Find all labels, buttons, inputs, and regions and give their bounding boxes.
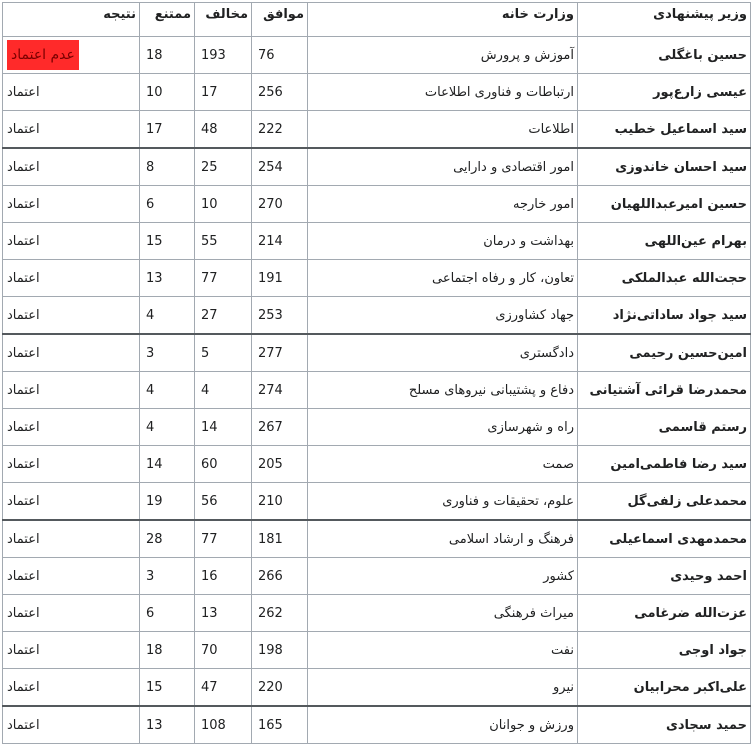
table-row bbox=[3, 334, 751, 372]
result-badge-confidence: اعتماد bbox=[7, 531, 40, 547]
no-votes-cell: 56 bbox=[195, 483, 252, 521]
no-votes-cell: 5 bbox=[195, 334, 252, 372]
no-votes-cell: 70 bbox=[195, 632, 252, 669]
result-cell bbox=[3, 186, 140, 223]
minister-cell: جواد اوجی bbox=[578, 632, 751, 669]
result-cell bbox=[3, 558, 140, 595]
result-cell bbox=[3, 111, 140, 149]
ministry-cell: جهاد کشاورزی bbox=[308, 297, 578, 335]
result-cell bbox=[3, 446, 140, 483]
abstain-votes-cell: 3 bbox=[140, 334, 195, 372]
abstain-votes-cell: 19 bbox=[140, 483, 195, 521]
yes-votes-cell: 262 bbox=[252, 595, 308, 632]
ministry-cell: کشور bbox=[308, 558, 578, 595]
table-row bbox=[3, 706, 751, 744]
no-votes-cell: 55 bbox=[195, 223, 252, 260]
header-result[interactable]: نتیجه bbox=[3, 3, 140, 37]
yes-votes-cell: 191 bbox=[252, 260, 308, 297]
ministry-cell: ارتباطات و فناوری اطلاعات bbox=[308, 74, 578, 111]
result-badge-confidence: اعتماد bbox=[7, 382, 40, 398]
no-votes-cell: 25 bbox=[195, 148, 252, 186]
ministry-cell: اطلاعات bbox=[308, 111, 578, 149]
result-cell bbox=[3, 223, 140, 260]
yes-votes-cell: 220 bbox=[252, 669, 308, 707]
yes-votes-cell: 210 bbox=[252, 483, 308, 521]
no-votes-cell: 193 bbox=[195, 37, 252, 74]
no-votes-cell: 108 bbox=[195, 706, 252, 744]
result-badge-confidence: اعتماد bbox=[7, 307, 40, 323]
abstain-votes-cell: 13 bbox=[140, 260, 195, 297]
no-votes-cell: 16 bbox=[195, 558, 252, 595]
abstain-votes-cell: 17 bbox=[140, 111, 195, 149]
ministry-cell: دفاع و پشتیبانی نیروهای مسلح bbox=[308, 372, 578, 409]
result-badge-confidence: اعتماد bbox=[7, 568, 40, 584]
no-votes-cell: 10 bbox=[195, 186, 252, 223]
table-row bbox=[3, 111, 751, 149]
result-cell bbox=[3, 372, 140, 409]
abstain-votes-cell: 3 bbox=[140, 558, 195, 595]
abstain-votes-cell: 6 bbox=[140, 595, 195, 632]
ministry-cell: نیرو bbox=[308, 669, 578, 707]
abstain-votes-cell: 28 bbox=[140, 520, 195, 558]
result-badge-confidence: اعتماد bbox=[7, 159, 40, 175]
no-votes-cell: 13 bbox=[195, 595, 252, 632]
ministry-cell: فرهنگ و ارشاد اسلامی bbox=[308, 520, 578, 558]
abstain-votes-cell: 18 bbox=[140, 632, 195, 669]
ministry-cell: دادگستری bbox=[308, 334, 578, 372]
yes-votes-cell: 270 bbox=[252, 186, 308, 223]
minister-cell: حمید سجادی bbox=[578, 706, 751, 744]
result-cell bbox=[3, 260, 140, 297]
result-badge-confidence: اعتماد bbox=[7, 196, 40, 212]
no-votes-cell: 4 bbox=[195, 372, 252, 409]
no-votes-cell: 14 bbox=[195, 409, 252, 446]
ministry-cell: امور اقتصادی و دارایی bbox=[308, 148, 578, 186]
table-row bbox=[3, 558, 751, 595]
abstain-votes-cell: 15 bbox=[140, 669, 195, 707]
ministry-cell: آموزش و پرورش bbox=[308, 37, 578, 74]
table-row bbox=[3, 37, 751, 74]
abstain-votes-cell: 14 bbox=[140, 446, 195, 483]
minister-cell: رستم قاسمی bbox=[578, 409, 751, 446]
table-row bbox=[3, 372, 751, 409]
result-cell bbox=[3, 74, 140, 111]
result-badge-confidence: اعتماد bbox=[7, 233, 40, 249]
minister-cell: احمد وحیدی bbox=[578, 558, 751, 595]
result-badge-confidence: اعتماد bbox=[7, 679, 40, 695]
yes-votes-cell: 254 bbox=[252, 148, 308, 186]
result-badge-confidence: اعتماد bbox=[7, 456, 40, 472]
ministry-cell: امور خارجه bbox=[308, 186, 578, 223]
minister-cell: سید رضا فاطمی‌امین bbox=[578, 446, 751, 483]
header-row bbox=[3, 3, 751, 37]
minister-cell: حجت‌الله عبدالملکی bbox=[578, 260, 751, 297]
no-votes-cell: 47 bbox=[195, 669, 252, 707]
minister-cell: محمدرضا قرائی آشتیانی bbox=[578, 372, 751, 409]
yes-votes-cell: 256 bbox=[252, 74, 308, 111]
no-votes-cell: 48 bbox=[195, 111, 252, 149]
result-cell bbox=[3, 632, 140, 669]
table-row bbox=[3, 223, 751, 260]
table-row bbox=[3, 260, 751, 297]
header-abstain[interactable]: ممتنع bbox=[140, 3, 195, 37]
result-badge-confidence: اعتماد bbox=[7, 270, 40, 286]
header-no[interactable]: مخالف bbox=[195, 3, 252, 37]
result-badge-no-confidence: عدم اعتماد bbox=[7, 40, 79, 70]
result-badge-confidence: اعتماد bbox=[7, 121, 40, 137]
ministry-cell: بهداشت و درمان bbox=[308, 223, 578, 260]
vote-results-table-container bbox=[2, 2, 750, 744]
table-row bbox=[3, 74, 751, 111]
yes-votes-cell: 222 bbox=[252, 111, 308, 149]
minister-cell: عیسی زارع‌پور bbox=[578, 74, 751, 111]
result-cell bbox=[3, 669, 140, 707]
table-row bbox=[3, 483, 751, 521]
header-ministry[interactable]: وزارت خانه bbox=[308, 3, 578, 37]
yes-votes-cell: 214 bbox=[252, 223, 308, 260]
yes-votes-cell: 277 bbox=[252, 334, 308, 372]
result-badge-confidence: اعتماد bbox=[7, 84, 40, 100]
ministry-cell: صمت bbox=[308, 446, 578, 483]
result-cell bbox=[3, 520, 140, 558]
minister-cell: امین‌حسین رحیمی bbox=[578, 334, 751, 372]
minister-cell: سید احسان خاندوزی bbox=[578, 148, 751, 186]
minister-cell: محمدعلی زلفی‌گل bbox=[578, 483, 751, 521]
table-row bbox=[3, 520, 751, 558]
minister-cell: بهرام عین‌اللهی bbox=[578, 223, 751, 260]
yes-votes-cell: 76 bbox=[252, 37, 308, 74]
table-row bbox=[3, 297, 751, 335]
yes-votes-cell: 205 bbox=[252, 446, 308, 483]
result-badge-confidence: اعتماد bbox=[7, 642, 40, 658]
table-row bbox=[3, 148, 751, 186]
header-minister[interactable]: وزیر پیشنهادی bbox=[578, 3, 751, 37]
result-cell bbox=[3, 409, 140, 446]
result-cell bbox=[3, 334, 140, 372]
yes-votes-cell: 274 bbox=[252, 372, 308, 409]
abstain-votes-cell: 4 bbox=[140, 372, 195, 409]
table-row bbox=[3, 186, 751, 223]
table-row bbox=[3, 632, 751, 669]
abstain-votes-cell: 13 bbox=[140, 706, 195, 744]
vote-results-table bbox=[2, 2, 751, 744]
result-badge-confidence: اعتماد bbox=[7, 419, 40, 435]
ministry-cell: میراث فرهنگی bbox=[308, 595, 578, 632]
table-body bbox=[3, 37, 751, 744]
abstain-votes-cell: 15 bbox=[140, 223, 195, 260]
result-badge-confidence: اعتماد bbox=[7, 493, 40, 509]
table-row bbox=[3, 409, 751, 446]
minister-cell: محمدمهدی اسماعیلی bbox=[578, 520, 751, 558]
no-votes-cell: 77 bbox=[195, 260, 252, 297]
minister-cell: حسین باغگلی bbox=[578, 37, 751, 74]
result-cell bbox=[3, 148, 140, 186]
yes-votes-cell: 165 bbox=[252, 706, 308, 744]
table-row bbox=[3, 446, 751, 483]
table-row bbox=[3, 595, 751, 632]
abstain-votes-cell: 8 bbox=[140, 148, 195, 186]
minister-cell: سید اسماعیل خطیب bbox=[578, 111, 751, 149]
result-cell bbox=[3, 706, 140, 744]
abstain-votes-cell: 10 bbox=[140, 74, 195, 111]
minister-cell: حسین امیرعبداللهیان bbox=[578, 186, 751, 223]
result-cell bbox=[3, 595, 140, 632]
result-badge-confidence: اعتماد bbox=[7, 717, 40, 733]
table-row bbox=[3, 669, 751, 707]
ministry-cell: علوم، تحقیقات و فناوری bbox=[308, 483, 578, 521]
minister-cell: علی‌اکبر محرابیان bbox=[578, 669, 751, 707]
yes-votes-cell: 181 bbox=[252, 520, 308, 558]
abstain-votes-cell: 4 bbox=[140, 297, 195, 335]
minister-cell: عزت‌الله ضرغامی bbox=[578, 595, 751, 632]
abstain-votes-cell: 4 bbox=[140, 409, 195, 446]
no-votes-cell: 17 bbox=[195, 74, 252, 111]
yes-votes-cell: 253 bbox=[252, 297, 308, 335]
result-badge-confidence: اعتماد bbox=[7, 605, 40, 621]
ministry-cell: ورزش و جوانان bbox=[308, 706, 578, 744]
yes-votes-cell: 266 bbox=[252, 558, 308, 595]
result-cell bbox=[3, 483, 140, 521]
no-votes-cell: 77 bbox=[195, 520, 252, 558]
no-votes-cell: 27 bbox=[195, 297, 252, 335]
ministry-cell: راه و شهرسازی bbox=[308, 409, 578, 446]
ministry-cell: تعاون، کار و رفاه اجتماعی bbox=[308, 260, 578, 297]
minister-cell: سید جواد ساداتی‌نژاد bbox=[578, 297, 751, 335]
result-cell bbox=[3, 37, 140, 74]
result-cell bbox=[3, 297, 140, 335]
yes-votes-cell: 267 bbox=[252, 409, 308, 446]
result-badge-confidence: اعتماد bbox=[7, 345, 40, 361]
table-header bbox=[3, 3, 751, 37]
abstain-votes-cell: 18 bbox=[140, 37, 195, 74]
header-yes[interactable]: موافق bbox=[252, 3, 308, 37]
no-votes-cell: 60 bbox=[195, 446, 252, 483]
abstain-votes-cell: 6 bbox=[140, 186, 195, 223]
ministry-cell: نفت bbox=[308, 632, 578, 669]
yes-votes-cell: 198 bbox=[252, 632, 308, 669]
